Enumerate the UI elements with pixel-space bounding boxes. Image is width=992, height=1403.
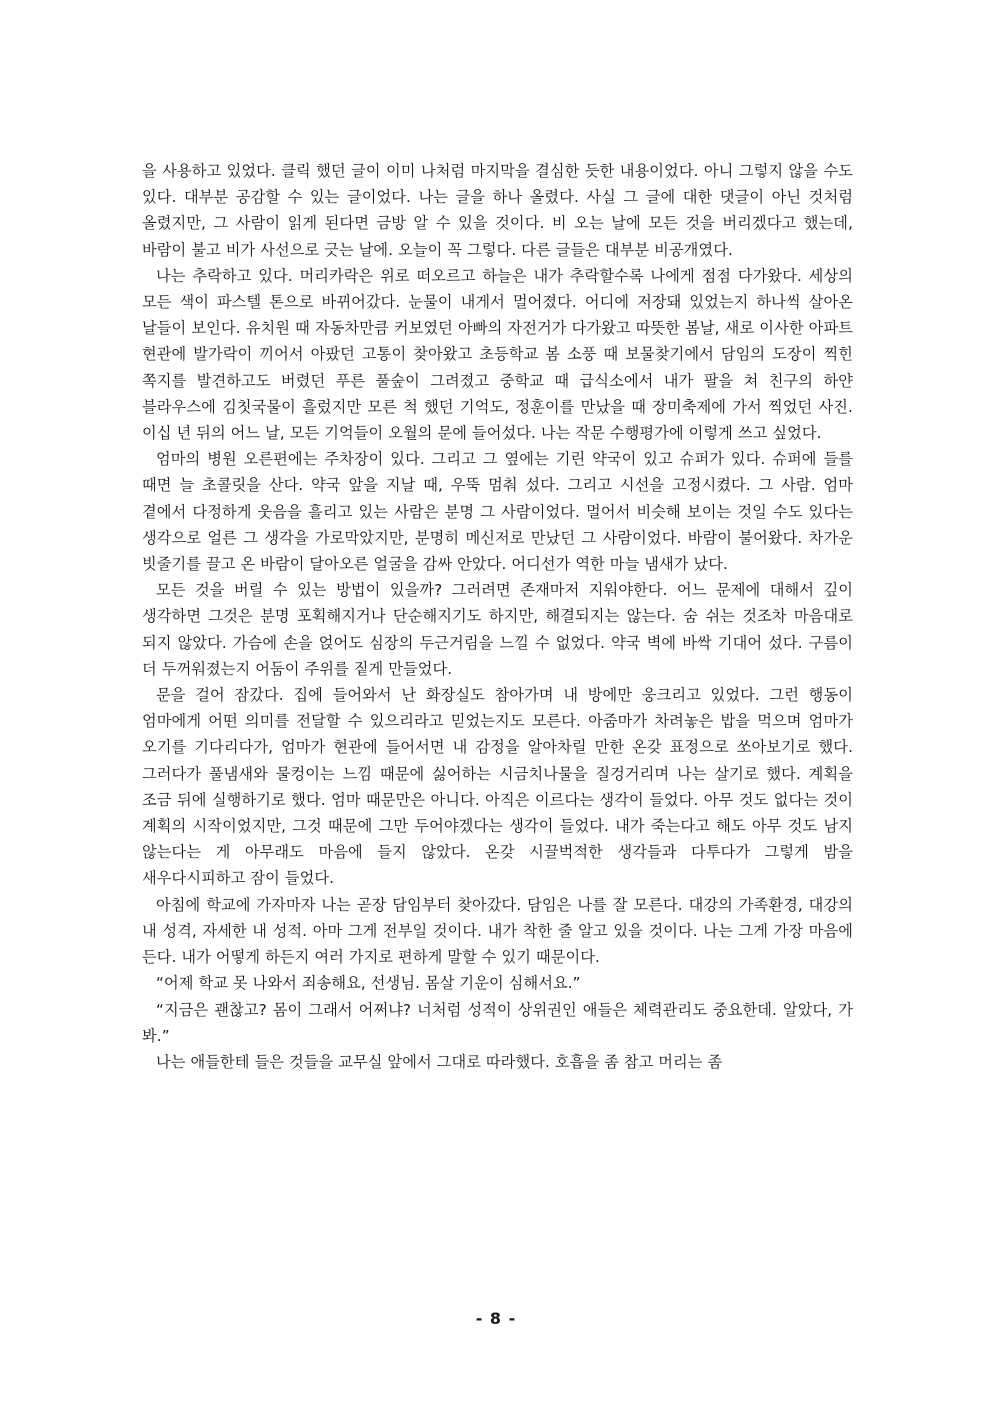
page-number: - 8 - xyxy=(475,1309,517,1328)
document-body xyxy=(142,158,853,1075)
paragraph: 을 사용하고 있었다. 클릭 했던 글이 이미 나처럼 마지막을 결심한 듯한 내용이었다. 아니 그렇지 않을 수도 있다. 대부분 공감할 수 있는 글이었다. 나는 글을 하나 올렸다. 사실 그 글에 대한 댓글이 아닌 것처럼 올렸지만, 그 사람이 읽게 된다면 금방 알 수 있을 것이다. 비 오는 날에 모든 것을 버리겠다고 했는데, 바람이 불고 비가 사선으로 긋는 날에. 오늘이 꼭 그렇다. 다른 글들은 대부분 비공개였다. xyxy=(142,162,853,259)
paragraph: 나는 애들한테 들은 것들을 교무실 앞에서 그대로 따라했다. 호흡을 좀 참고 머리는 좀 xyxy=(156,1052,723,1071)
dialogue-line: “어제 학교 못 나와서 죄송해요, 선생님. 몸살 기운이 심해서요.” xyxy=(156,974,581,993)
paragraph: 엄마의 병원 오른편에는 주차장이 있다. 그리고 그 옆에는 기린 약국이 있고 슈퍼가 있다. 슈퍼에 들를 때면 늘 초콜릿을 산다. 약국 앞을 지날 때, 우뚝 멈춰 섰다. 그리고 시선을 고정시켰다. 그 사람. 엄마 곁에서 다정하게 웃음을 흘리고 있는 사람은 분명 그 사람이었다. 멀어서 비슷해 보이는 것일 수도 있다는 생각으로 얼른 그 생각을 가로막았지만, 분명히 메신저로 만났던 그 사람이었다. 바람이 불어왔다. 차가운 빗줄기를 끌고 온 바람이 달아오른 얼굴을 감싸 안았다. 어디선가 역한 마늘 냄새가 났다. xyxy=(142,450,853,574)
paragraph: 아침에 학교에 가자마자 나는 곧장 담임부터 찾아갔다. 담임은 나를 잘 모른다. 대강의 가족환경, 대강의 내 성격, 자세한 내 성적. 아마 그게 전부일 것이다. 내가 착한 줄 알고 있을 것이다. 나는 그게 가장 마음에 든다. 내가 어떻게 하든지 여러 가지로 편하게 말할 수 있기 때문이다. xyxy=(142,895,853,967)
dialogue-line: “지금은 괜찮고? 몸이 그래서 어쩌냐? 너처럼 성적이 상위권인 애들은 체력관리도 중요한데. 알았다, 가 봐.” xyxy=(142,1000,853,1045)
paragraph: 모든 것을 버릴 수 있는 방법이 있을까? 그러려면 존재마저 지워야한다. 어느 문제에 대해서 깊이 생각하면 그것은 분명 포획해지거나 단순해지기도 하지만, 해결되지는 않는다. 숨 쉬는 것조차 마음대로 되지 않았다. 가슴에 손을 얹어도 심장의 두근거림을 느낄 수 없었다. 약국 벽에 바싹 기대어 섰다. 구름이 더 두꺼워졌는지 어둠이 주위를 짙게 만들었다. xyxy=(142,581,853,678)
paragraph: 나는 추락하고 있다. 머리카락은 위로 떠오르고 하늘은 내가 추락할수록 나에게 점점 다가왔다. 세상의 모든 색이 파스텔 톤으로 바뀌어갔다. 눈물이 내게서 멀어졌다. 어디에 저장돼 있었는지 하나씩 살아온 날들이 보인다. 유치원 때 자동차만큼 커보였던 아빠의 자전거가 다가왔고 따뜻한 봄날, 새로 이사한 아파트 현관에 발가락이 끼어서 아팠던 고통이 찾아왔고 초등학교 봄 소풍 때 보물찾기에서 담임의 도장이 찍힌 쪽지를 발견하고도 버렸던 푸른 풀숲이 그려졌고 중학교 때 급식소에서 내가 팔을 쳐 친구의 하얀 블라우스에 김칫국물이 흘렀지만 모른 척 했던 기억도, 정훈이를 만났을 때 장미축제에 가서 찍었던 사진. 이십 년 뒤의 어느 날, 모든 기억들이 오월의 문에 들어섰다. 나는 작문 수행평가에 이렇게 쓰고 싶었다. xyxy=(142,266,853,443)
paragraph: 문을 걸어 잠갔다. 집에 들어와서 난 화장실도 참아가며 내 방에만 웅크리고 있었다. 그런 행동이 엄마에게 어떤 의미를 전달할 수 있으리라고 믿었는지도 모른다. 아줌마가 차려놓은 밥을 먹으며 엄마가 오기를 기다리다가, 엄마가 현관에 들어서면 내 감정을 알아차릴 만한 온갖 표정으로 쏘아보기로 했다. 그러다가 풀냄새와 물컹이는 느낌 때문에 싫어하는 시금치나물을 질겅거리며 나는 살기로 했다. 계획을 조금 뒤에 실행하기로 했다. 엄마 때문만은 아니다. 아직은 이르다는 생각이 들었다. 아무 것도 없다는 것이 계획의 시작이었지만, 그것 때문에 그만 두어야겠다는 생각이 들었다. 내가 죽는다고 해도 아무 것도 남지 않는다는 게 아무래도 마음에 들지 않았다. 온갖 시끌벅적한 생각들과 다투다가 그렇게 밤을 새우다시피하고 잠이 들었다. xyxy=(142,686,853,888)
